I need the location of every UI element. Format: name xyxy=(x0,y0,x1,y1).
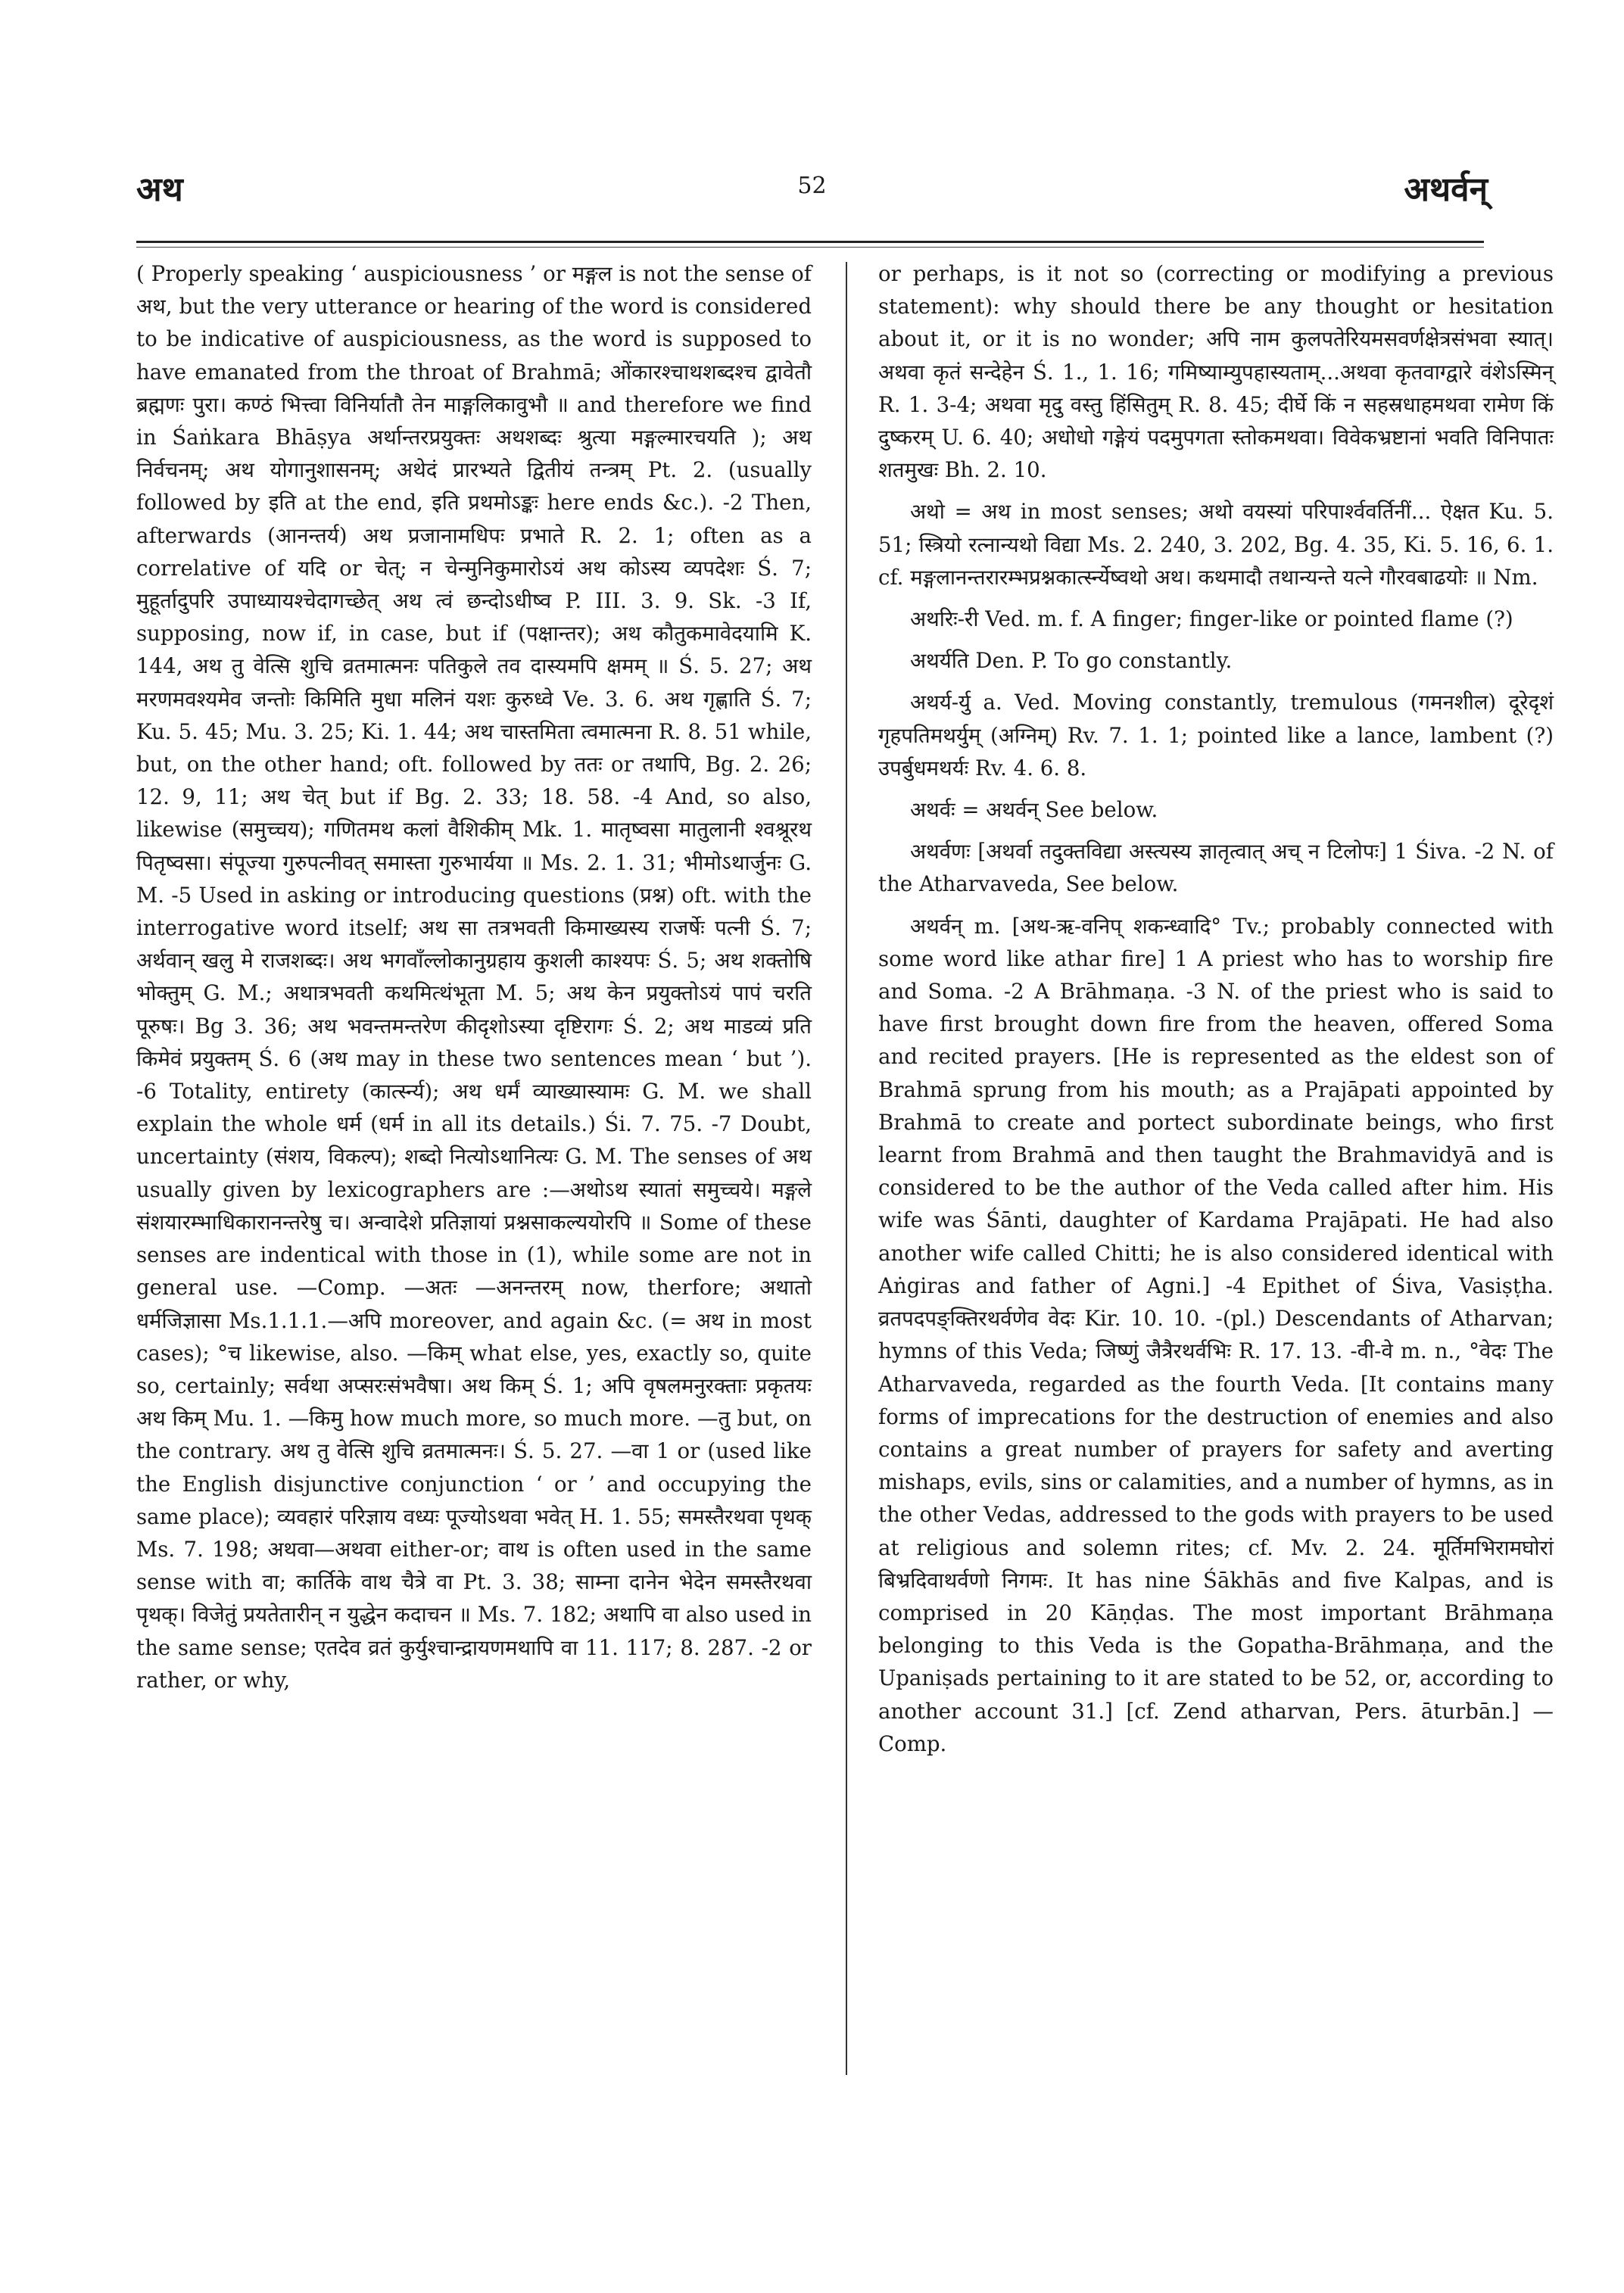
paragraph-continuation: or perhaps, is it not so (correcting or modifying a previous statement): why should there be any thought or hesitation about it, or it is no wonder; अपि नाम कुलपतेरियमसवर्णक्षेत्रसंभवा स्यात्। अथवा कृतं सन्देहेन Ś. 1., 1. 16; गमिष्याम्युपहास्यताम्...अथवा कृतवाग्द्वारे वंशेऽस्मिन् R. 1. 3-4; अथवा मृदु वस्तु हिंसितुम् R. 8. 45; दीर्घे किं न सहस्रधाहमथवा रामेण किं दुष्करम् U. 6. 40; अधोधो गङ्गेयं पदमुपगता स्तोकमथवा। विवेकभ्रष्टानां भवति विनिपातः शतमुखः Bh. 2. 10. xyxy=(878,261,1554,483)
left-column-text: ( Properly speaking ‘ auspiciousness ’ or मङ्गल is not the sense of अथ, but the very utterance or hearing of the word is considered to be indicative of auspiciousness, as the word is supposed to have emanated from the throat of Brahmā; ओंकारश्चाथशब्दश्च द्वावेतौ ब्रह्मणः पुरा। कण्ठं भित्त्वा विनिर्यातौ तेन माङ्गलिकावुभौ ॥ and therefore we find in Śaṅkara Bhāṣya अर्थान्तरप्रयुक्तः अथशब्दः श्रुत्या मङ्गल्मारचयति ); अथ निर्वचनम्; अथ योगानुशासनम्; अथेदं प्रारभ्यते द्वितीयं तन्त्रम् Pt. 2. (usually followed by इति at the end, इति प्रथमोऽङ्कः here ends &c.). -2 Then, afterwards (आनन्तर्य) अथ प्रजानामधिपः प्रभाते R. 2. 1; often as a correlative of यदि or चेत्; न चेन्मुनिकुमारोऽयं अथ कोऽस्य व्यपदेशः Ś. 7; मुहूर्तादुपरि उपाध्यायश्चेदागच्छेत् अथ त्वं छन्दोऽधीष्व P. III. 3. 9. Sk. -3 If, supposing, now if, in case, but if (पक्षान्तर); अथ कौतुकमावेदयामि K. 144, अथ तु वेत्सि शुचि व्रतमात्मनः पतिकुले तव दास्यमपि क्षमम् ॥ Ś. 5. 27; अथ मरणमवश्यमेव जन्तोः किमिति मुधा मलिनं यशः कुरुध्वे Ve. 3. 6. अथ गृह्णाति Ś. 7; Ku. 5. 45; Mu. 3. 25; Ki. 1. 44; अथ चास्तमिता त्वमात्मना R. 8. 51 while, but, on the other hand; oft. followed by ततः or तथापि, Bg. 2. 26; 12. 9, 11; अथ चेत् but if Bg. 2. 33; 18. 58. -4 And, so also, likewise (समुच्चय); गणितमथ कलां वैशिकीम् Mk. 1. मातृष्वसा मातुलानी श्वश्रूरथ पितृष्वसा। संपूज्या गुरुपत्नीवत् समास्ता गुरुभार्यया ॥ Ms. 2. 1. 31; भीमोऽथार्जुनः G. M. -5 Used in asking or introducing questions (प्रश्न) oft. with the interrogative word itself; अथ सा तत्रभवती किमाख्यस्य राजर्षेः पत्नी Ś. 7; अर्थवान् खलु मे राजशब्दः। अथ भगवाँल्लोकानुग्रहाय कुशली काश्यपः Ś. 5; अथ शक्तोषि भोक्तुम् G. M.; अथात्रभवती कथमित्थंभूता M. 5; अथ केन प्रयुक्तोऽयं पापं चरति पूरुषः। Bg 3. 36; अथ भवन्तमन्तरेण कीदृशोऽस्या दृष्टिरागः Ś. 2; अथ माडव्यं प्रति किमेवं प्रयुक्तम् Ś. 6 (अथ may in these two sentences mean ‘ but ’). -6 Totality, entirety (कार्त्स्न्य); अथ धर्मं व्याख्यास्यामः G. M. we shall explain the whole धर्म (धर्म in all its details.) Śi. 7. 75. -7 Doubt, uncertainty (संशय, विकल्प); शब्दो नित्योऽथानित्यः G. M. The senses of अथ usually given by lexicographers are :—अथोऽथ स्यातां समुच्चये। मङ्गले संशयारम्भाधिकारानन्तरेषु च। अन्वादेशे प्रतिज्ञायां प्रश्नसाकल्ययोरपि ॥ Some of these senses are indentical with those in (1), while some are not in general use. —Comp. —अतः —अनन्तरम् now, therfore; अथातो धर्मजिज्ञासा Ms.1.1.1.—अपि moreover, and again &c. (= अथ in most cases); °च likewise, also. —किम् what else, yes, exactly so, quite so, certainly; सर्वथा अप्सरःसंभवैषा। अथ किम् Ś. 1; अपि वृषलमनुरक्ताः प्रकृतयः अथ किम् Mu. 1. —किमु how much more, so much more. —तु but, on the contrary. अथ तु वेत्सि शुचि व्रतमात्मनः। Ś. 5. 27. —वा 1 or (used like the English disjunctive conjunction ‘ or ’ and occupying the same place); व्यवहारं परिज्ञाय वध्यः पूज्योऽथवा भवेत् H. 1. 55; समस्तैरथवा पृथक् Ms. 7. 198; अथवा—अथवा either-or; वाथ is often used in the same sense with वा; कार्तिके वाथ चैत्रे वा Pt. 3. 38; साम्ना दानेन भेदेन समस्तैरथवा पृथक्। विजेतुं प्रयतेतारीन् न युद्धेन कदाचन ॥ Ms. 7. 182; अथापि वा also used in the same sense; एतदेव व्रतं कुर्युश्चान्द्रायणमथापि वा 11. 117; 8. 287. -2 or rather, or why, xyxy=(136,261,812,1693)
column-divider xyxy=(846,262,847,2075)
right-column xyxy=(878,257,1554,1769)
page-number: 52 xyxy=(797,173,827,199)
header-right-word: अथर्वन् xyxy=(1404,170,1488,209)
entry-atharva: अथर्वः = अथर्वन् See below. xyxy=(910,797,1158,823)
entry-atharyu: अथर्य-र्यु a. Ved. Moving constantly, tremulous (गमनशील) दूरेदृशं गृहपतिमथर्युम् (अग्निम्) Rv. 7. 1. 1; pointed like a lance, lambent (?) उपर्बुधमथर्यः Rv. 4. 6. 8. xyxy=(878,690,1554,780)
left-column xyxy=(136,257,812,1696)
header-left-word: अथ xyxy=(136,170,183,209)
header-rule-thick xyxy=(136,241,1484,243)
entry-atharvan: अथर्वन् m. [अथ-ऋ-वनिप् शकन्ध्वादि° Tv.; probably connected with some word like athar fire] 1 A priest who has to worship fire and Soma. -2 A Brāhmaṇa. -3 N. of the priest who is said to have first brought down fire from the heaven, offered Soma and recited prayers. [He is represented as the eldest son of Brahmā sprung from his mouth; as a Prajāpati appointed by Brahmā to create and portect subordinate beings, who first learnt from Brahmā and then taught the Brahmavidyā and is considered to be the author of the Veda called after him. His wife was Śānti, daughter of Kardama Prajāpati. He had also another wife called Chitti; he is also considered identical with Aṅgiras and father of Agni.] -4 Epithet of Śiva, Vasiṣṭha. व्रतपदपङ्क्तिरथर्वणेव वेदः Kir. 10. 10. -(pl.) Descendants of Atharvan; hymns of this Veda; जिष्णुं जैत्रैरथर्वभिः R. 17. 13. -वी-वे m. n., °वेदः The Atharvaveda, regarded as the fourth Veda. [It contains many forms of imprecations for the destruction of enemies and also contains a great number of prayers for safety and averting mishaps, evils, sins or calamities, and a number of hymns, as in the other Vedas, addressed to the gods with prayers to be used at religious and solemn rites; cf. Mv. 2. 24. मूर्तिमभिरामघोरां बिभ्रदिवाथर्वणो निगमः. It has nine Śākhās and five Kalpas, and is comprised in 20 Kāṇḍas. The most important Brāhmaṇa belonging to this Veda is the Gopatha-Brāhmaṇa, and the Upaniṣads pertaining to it are stated to be 52, or, according to another account 31.] [cf. Zend atharvan, Pers. āturbān.] —Comp. xyxy=(878,913,1554,1756)
entry-athari: अथरिः-री Ved. m. f. A finger; finger-like or pointed flame (?) xyxy=(910,606,1513,632)
entry-atharvana: अथर्वणः [अथर्वा तदुक्तविद्या अस्त्यस्य ज्ञातृत्वात् अच् न टिलोपः] 1 Śiva. -2 N. of the Atharvaveda, See below. xyxy=(878,839,1554,897)
entry-atho: अथो = अथ in most senses; अथो वयस्यां परिपार्श्ववर्तिनीं... ऐक्षत Ku. 5. 51; स्त्रियो रत्नान्यथो विद्या Ms. 2. 240, 3. 202, Bg. 4. 35, Ki. 5. 16, 6. 1. cf. मङ्गलानन्तरारम्भप्रश्नकार्त्स्न्येष्वथो अथ। कथमादौ तथान्यन्ते यत्ने गौरवबाढयोः ॥ Nm. xyxy=(878,499,1554,590)
header-rule-thin xyxy=(136,247,1484,248)
entry-atharyati: अथर्यति Den. P. To go constantly. xyxy=(910,648,1233,674)
page-header xyxy=(136,165,1488,210)
